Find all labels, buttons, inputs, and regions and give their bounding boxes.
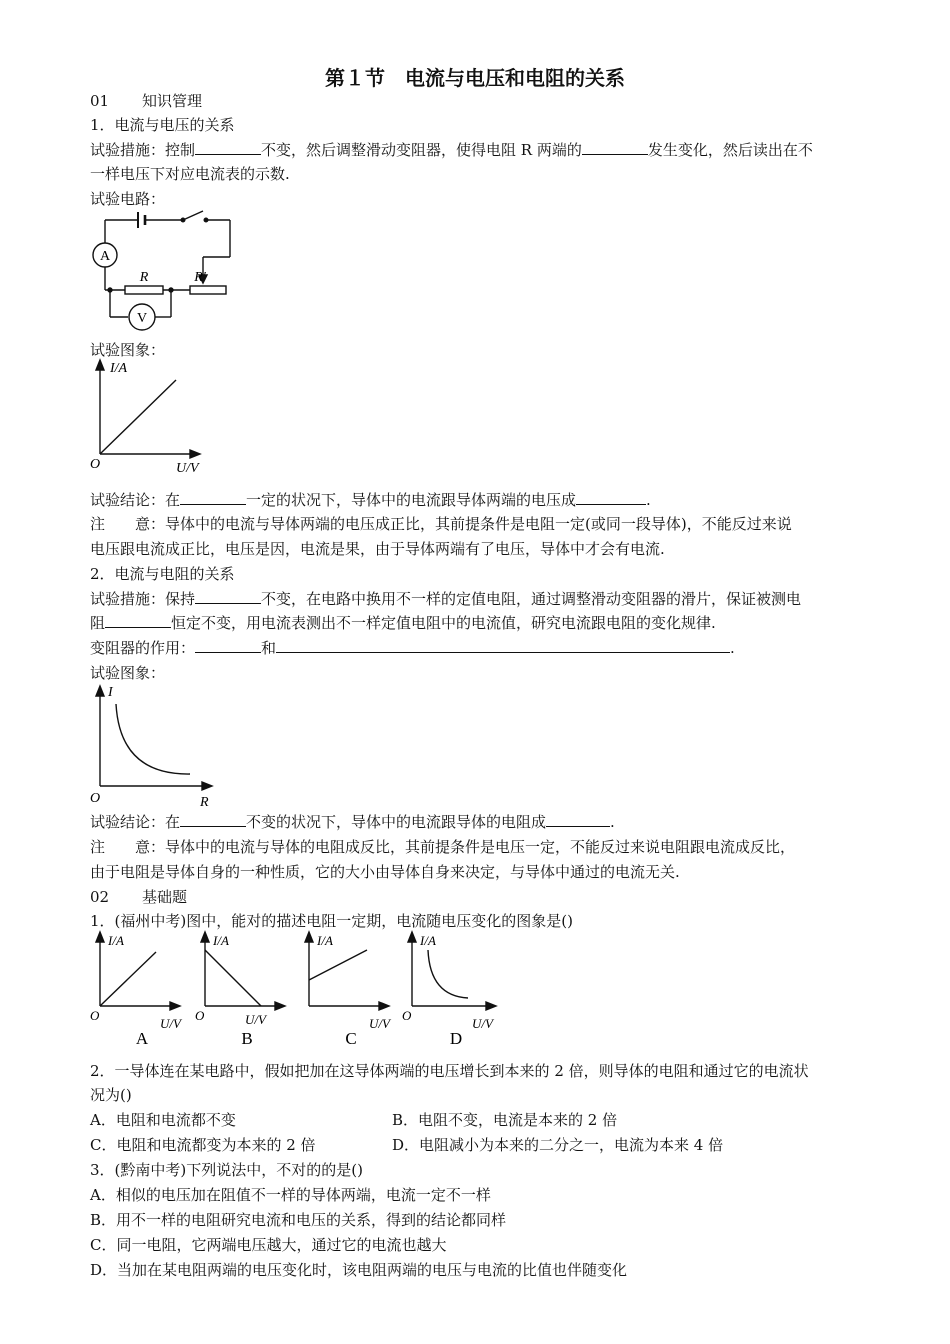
graph-curve — [116, 704, 190, 774]
graph-curve — [428, 950, 468, 998]
option-letter: B — [241, 1029, 253, 1048]
x-axis-label: U/V — [472, 1016, 493, 1031]
answer-blank[interactable] — [195, 638, 261, 653]
q3-option-c[interactable]: C．同一电阻，它两端电压越大，通过它的电流也越大 — [90, 1236, 447, 1254]
answer-blank[interactable] — [180, 812, 246, 827]
part2-heading: 2．电流与电阻的关系 — [90, 565, 235, 583]
x-axis-label: U/V — [369, 1016, 390, 1031]
q1-stem: 1．(福州中考)图中，能对的描述电阻一定期，电流随电压变化的图象是() — [90, 912, 573, 930]
part2-method-line2: 阻 恒定不变，用电流表测出不一样定值电阻中的电流值，研究电流跟电阻的变化规律. — [90, 614, 716, 632]
q2-stem-line2: 况为() — [90, 1086, 132, 1104]
resistor-label: R — [139, 270, 149, 285]
q3-option-a[interactable]: A．相似的电压加在阻值不一样的导体两端，电流一定不一样 — [90, 1186, 491, 1204]
q1-graph-d — [400, 930, 510, 1050]
y-axis-label: I — [108, 685, 113, 700]
q2-stem-line1: 2．一导体连在某电路中，假如把加在这导体两端的电压增长到本来的 2 倍，则导体的电阻和通过它的电流状 — [90, 1062, 809, 1080]
q2-option-a[interactable]: A．电阻和电流都不变 — [90, 1111, 236, 1129]
q2-option-b[interactable]: B．电阻不变，电流是本来的 2 倍 — [392, 1111, 618, 1129]
section-header-2 — [90, 887, 187, 907]
part2-note-line2: 由于电阻是导体自身的一种性质，它的大小由导体自身来决定，与导体中通过的电流无关. — [90, 863, 680, 881]
origin-label: O — [195, 1008, 205, 1023]
q3-option-d[interactable]: D．当加在某电阻两端的电压变化时，该电阻两端的电压与电流的比值也伴随变化 — [90, 1261, 628, 1279]
part1-note-line1: 注 意：导体中的电流与导体两端的电压成正比，其前提条件是电阻一定(或同一段导体)，不能反过来说 — [90, 515, 792, 533]
part2-method-line1: 试验措施：保持 不变，在电路中换用不一样的定值电阻，通过调整滑动变阻器的滑片，保证被测电 — [90, 590, 802, 608]
section-name: 知识管理 — [142, 92, 203, 110]
q3-stem: 3．(黔南中考)下列说法中，不对的的是() — [90, 1161, 363, 1179]
circuit-label: 试验电路： — [90, 190, 166, 208]
graph-i-u — [88, 356, 218, 476]
section-number: 01 — [90, 92, 110, 110]
y-axis-label: I/A — [108, 933, 124, 948]
part2-note-line1: 注 意：导体中的电流与导体的电阻成反比，其前提条件是电压一定，不能反过来说电阻跟电流成反比， — [90, 838, 796, 856]
q2-option-d[interactable]: D．电阻减小为本来的二分之一，电流为本来 4 倍 — [392, 1136, 724, 1154]
answer-blank[interactable] — [582, 140, 648, 155]
y-axis-label: I/A — [110, 361, 128, 376]
option-letter: A — [135, 1029, 149, 1048]
q3-option-b[interactable]: B．用不一样的电阻研究电流和电压的关系，得到的结论都同样 — [90, 1211, 507, 1229]
answer-blank[interactable] — [276, 638, 730, 653]
rheostat-label: R′ — [194, 270, 206, 285]
part1-method-line2: 一样电压下对应电流表的示数. — [90, 165, 290, 183]
graph-line — [309, 950, 367, 980]
answer-blank[interactable] — [576, 490, 646, 505]
y-axis-label: I/A — [213, 933, 229, 948]
graph-line — [205, 950, 261, 1006]
page-title: 第１节 电流与电压和电阻的关系 — [325, 66, 625, 90]
origin-label: O — [90, 1008, 100, 1023]
answer-blank[interactable] — [105, 613, 171, 628]
x-axis-label: U/V — [176, 461, 199, 476]
origin-label: O — [402, 1008, 412, 1023]
graph-line — [100, 380, 176, 454]
answer-blank[interactable] — [180, 490, 246, 505]
ammeter-label: A — [99, 249, 111, 264]
origin-label: O — [90, 457, 101, 472]
section-number: 02 — [90, 888, 110, 906]
q1-graph-c — [297, 930, 407, 1050]
answer-blank[interactable] — [546, 812, 610, 827]
part1-heading: 1．电流与电压的关系 — [90, 116, 235, 134]
y-axis-label: I/A — [420, 933, 436, 948]
option-letter: C — [345, 1029, 357, 1048]
x-axis-label: U/V — [160, 1016, 181, 1031]
q1-graph-b — [193, 930, 303, 1050]
section-header-1 — [90, 91, 202, 111]
circuit-diagram — [88, 205, 238, 335]
part1-method-line1: 试验措施：控制 不变，然后调整滑动变阻器，使得电阻 R 两端的 发生变化，然后读出在不 — [90, 141, 813, 159]
section-name: 基础题 — [142, 888, 188, 906]
part1-note-line2: 电压跟电流成正比，电压是因，电流是果，由于导体两端有了电压，导体中才会有电流. — [90, 540, 665, 558]
q1-graph-a — [88, 930, 198, 1050]
y-axis-label: I/A — [317, 933, 333, 948]
graph-i-r — [88, 680, 218, 810]
rheostat-function: 变阻器的作用： 和 . — [90, 639, 735, 657]
voltmeter-label: V — [136, 311, 148, 326]
graph-line — [100, 952, 156, 1006]
answer-blank[interactable] — [195, 589, 261, 604]
x-axis-label: U/V — [245, 1012, 266, 1027]
part2-graph-label: 试验图象： — [90, 664, 166, 682]
part1-graph-label: 试验图象： — [90, 341, 166, 359]
option-letter: D — [449, 1029, 463, 1048]
answer-blank[interactable] — [195, 140, 261, 155]
part2-conclusion: 试验结论：在 不变的状况下，导体中的电流跟导体的电阻成 . — [90, 813, 615, 831]
origin-label: O — [90, 791, 101, 806]
part1-conclusion: 试验结论：在 一定的状况下，导体中的电流跟导体两端的电压成 . — [90, 491, 651, 509]
x-axis-label: R — [200, 795, 209, 810]
q2-option-c[interactable]: C．电阻和电流都变为本来的 2 倍 — [90, 1136, 316, 1154]
